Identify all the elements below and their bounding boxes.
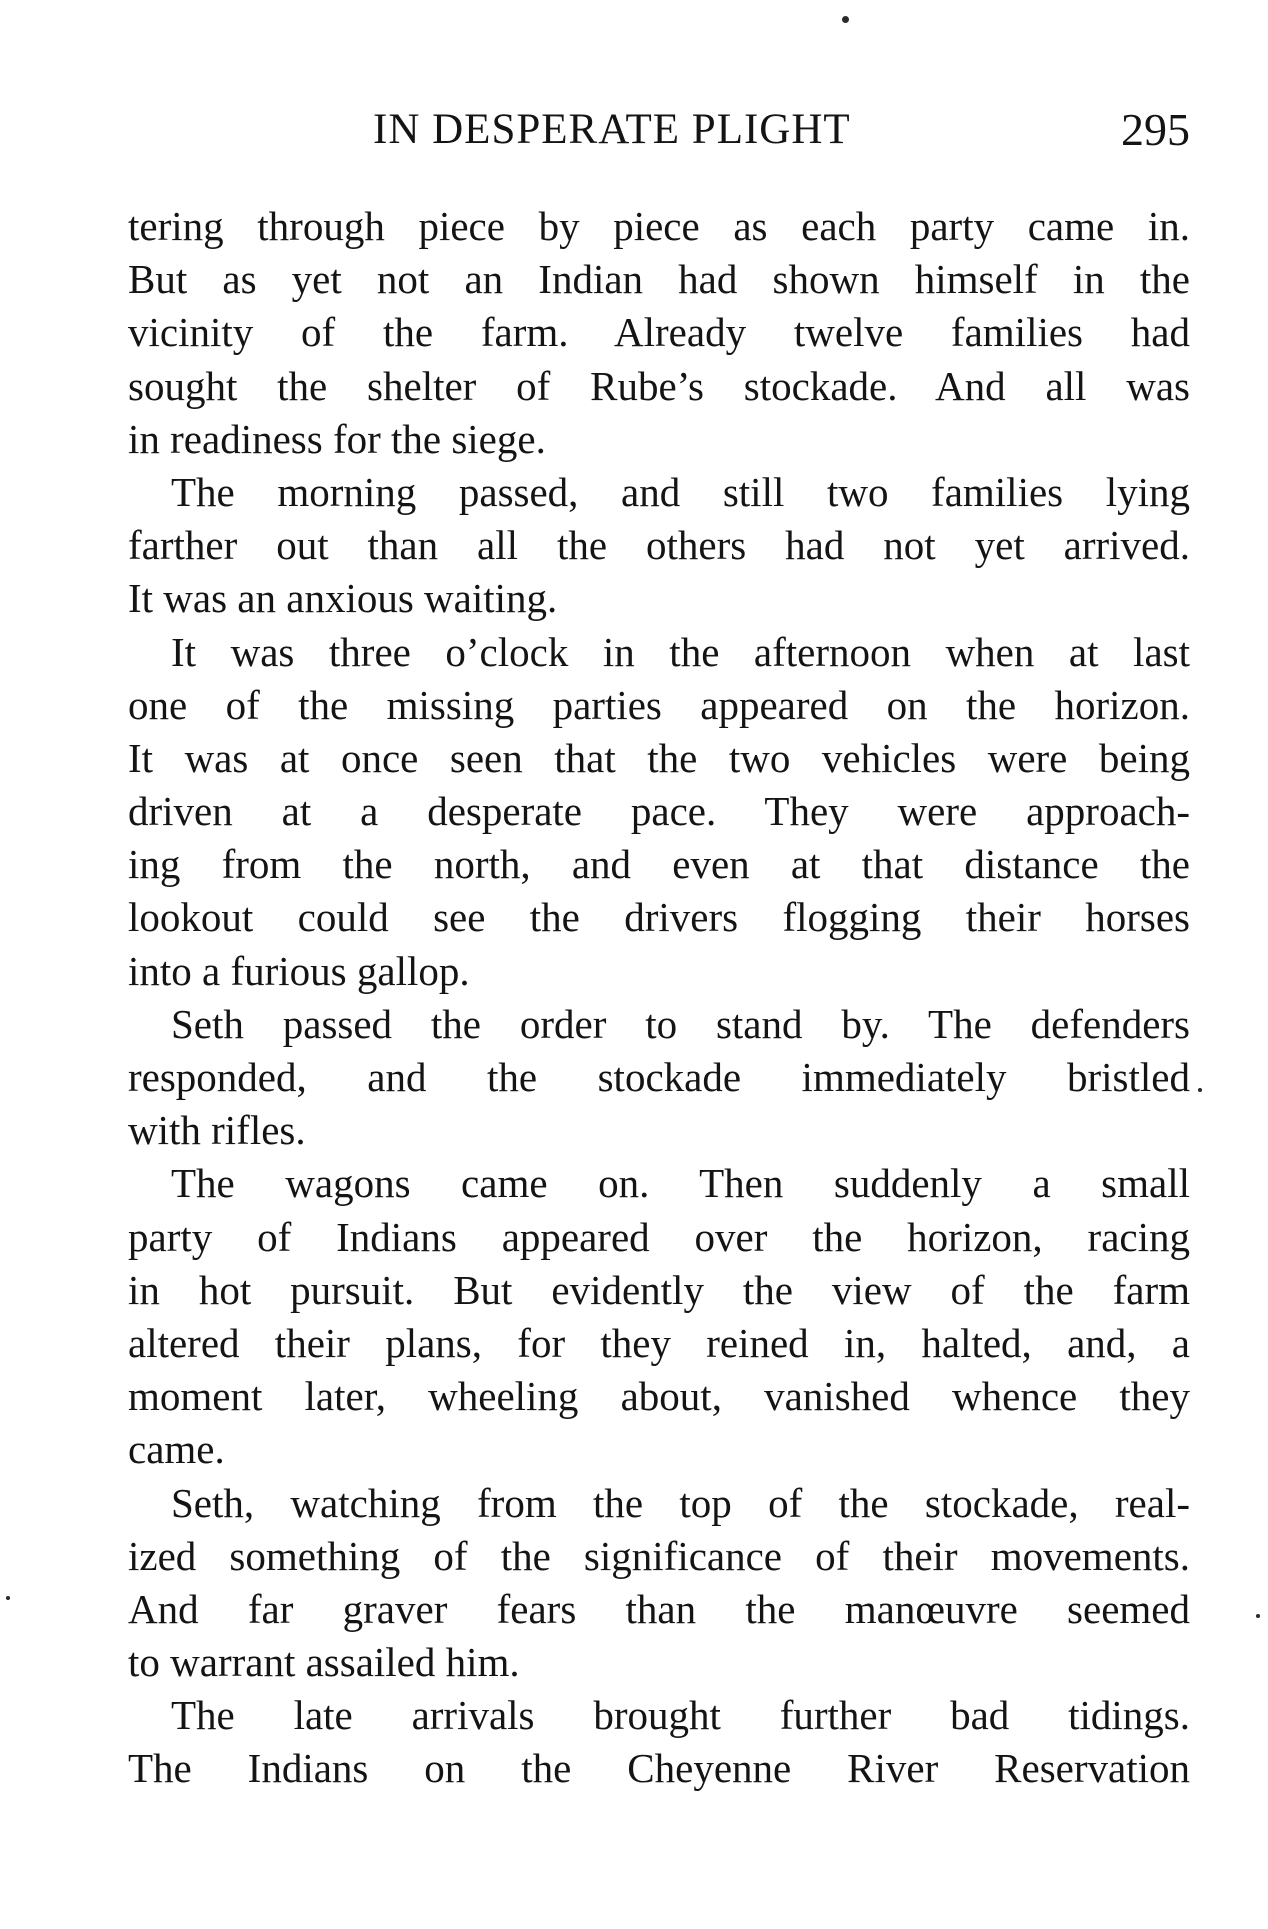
body-text <box>128 200 1190 1796</box>
text-line: Seth passed the order to stand by. The defenders <box>171 1000 1190 1047</box>
text-line: into a furious gallop. <box>128 947 470 994</box>
running-head <box>128 100 1190 160</box>
text-line: driven at a desperate pace. They were approach- <box>128 788 1190 835</box>
text-line: sought the shelter of Rube’s stockade. And all was <box>128 362 1190 409</box>
text-line: one of the missing parties appeared on the horizon. <box>128 681 1190 728</box>
text-line: in hot pursuit. But evidently the view of the farm <box>128 1266 1190 1313</box>
text-line: in readiness for the siege. <box>128 415 546 462</box>
text-line: The wagons came on. Then suddenly a small <box>171 1160 1190 1207</box>
page-number: 295 <box>1121 104 1190 155</box>
text-line: The late arrivals brought further bad tidings. <box>171 1692 1190 1739</box>
scan-speck <box>1198 1088 1202 1092</box>
text-line: It was three o’clock in the afternoon when at last <box>171 628 1190 675</box>
text-line: It was an anxious waiting. <box>128 575 558 622</box>
text-line: And far graver fears than the manœuvre seemed <box>128 1585 1190 1632</box>
text-line: altered their plans, for they reined in, halted, and, a <box>128 1319 1190 1366</box>
text-line: farther out than all the others had not yet arrived. <box>128 522 1190 569</box>
text-line: party of Indians appeared over the horizon, racing <box>128 1213 1190 1260</box>
text-line: ing from the north, and even at that distance the <box>128 841 1190 888</box>
text-line: But as yet not an Indian had shown himself in the <box>128 256 1190 303</box>
text-line: with rifles. <box>128 1107 306 1154</box>
text-line: The morning passed, and still two families lying <box>171 468 1190 515</box>
running-title: IN DESPERATE PLIGHT <box>373 106 851 153</box>
text-line: Seth, watching from the top of the stockade, real- <box>171 1479 1190 1526</box>
text-line: ized something of the significance of their movements. <box>128 1532 1190 1579</box>
scan-speck <box>842 16 849 23</box>
scan-speck <box>1256 1614 1260 1618</box>
text-line: responded, and the stockade immediately bristled <box>128 1054 1190 1100</box>
text-line: It was at once seen that the two vehicles were being <box>128 734 1190 781</box>
text-line: came. <box>128 1426 225 1473</box>
text-line: moment later, wheeling about, vanished whence they <box>128 1373 1190 1420</box>
text-line: lookout could see the drivers flogging their horses <box>128 894 1190 941</box>
scan-speck <box>6 1596 10 1600</box>
text-line: The Indians on the Cheyenne River Reservation <box>128 1745 1190 1792</box>
text-line: to warrant assailed him. <box>128 1639 520 1686</box>
text-line: vicinity of the farm. Already twelve families had <box>128 309 1190 356</box>
text-line: tering through piece by piece as each party came in. <box>128 203 1190 249</box>
